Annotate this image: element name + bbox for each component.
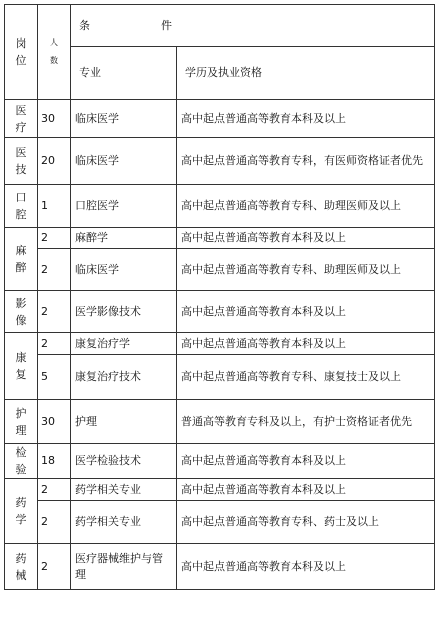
post-label: 康复 (15, 351, 27, 381)
table-row (5, 138, 435, 185)
post-cell (5, 444, 38, 479)
header-count-cell (38, 5, 71, 100)
qualification-cell: 高中起点普通高等教育专科、助理医师及以上 (177, 185, 435, 228)
qualification-cell: 高中起点普通高等教育本科及以上 (177, 544, 435, 590)
count-cell: 2 (38, 249, 71, 291)
count-cell: 2 (38, 228, 71, 249)
major-cell: 口腔医学 (71, 185, 177, 228)
header-conditions-cell (71, 5, 435, 47)
table-row (5, 228, 435, 249)
table-row (5, 333, 435, 355)
table-row (5, 479, 435, 501)
post-label: 药学 (15, 496, 27, 526)
major-cell: 医学检验技术 (71, 444, 177, 479)
post-cell (5, 138, 38, 185)
post-label: 麻醉 (15, 244, 27, 274)
qualification-cell: 高中起点普通高等教育本科及以上 (177, 228, 435, 249)
post-cell (5, 100, 38, 138)
table-row (5, 400, 435, 444)
major-cell: 临床医学 (71, 100, 177, 138)
count-cell: 20 (38, 138, 71, 185)
header-post-cell (5, 5, 38, 100)
count-cell: 5 (38, 355, 71, 400)
post-label: 药械 (15, 551, 27, 582)
table-row (5, 291, 435, 333)
qualification-cell: 高中起点普通高等教育专科、康复技士及以上 (177, 355, 435, 400)
post-cell (5, 291, 38, 333)
count-cell: 30 (38, 400, 71, 444)
table-row (5, 249, 435, 291)
post-label: 医疗 (15, 103, 27, 134)
major-cell: 护理 (71, 400, 177, 444)
qualification-cell: 高中起点普通高等教育专科，有医师资格证者优先 (177, 138, 435, 185)
recruitment-table (4, 4, 435, 590)
qualification-cell: 高中起点普通高等教育本科及以上 (177, 479, 435, 501)
table-body (5, 5, 435, 590)
major-cell: 医疗器械维护与管理 (71, 544, 177, 590)
table-row (5, 355, 435, 400)
count-cell: 2 (38, 479, 71, 501)
post-cell (5, 479, 38, 544)
count-cell: 2 (38, 291, 71, 333)
count-cell: 1 (38, 185, 71, 228)
post-label: 口腔 (15, 191, 27, 221)
post-label: 护理 (15, 406, 27, 437)
header-qualification-cell: 学历及执业资格 (177, 47, 435, 100)
major-cell: 麻醉学 (71, 228, 177, 249)
post-label: 影像 (15, 296, 27, 327)
table-row (5, 100, 435, 138)
count-cell: 2 (38, 333, 71, 355)
qualification-cell: 高中起点普通高等教育专科、助理医师及以上 (177, 249, 435, 291)
header-row-top (5, 5, 435, 47)
qualification-cell: 高中起点普通高等教育本科及以上 (177, 333, 435, 355)
post-cell (5, 228, 38, 291)
post-cell (5, 400, 38, 444)
header-conditions-left: 条 (79, 18, 91, 32)
post-label: 医技 (15, 146, 27, 176)
count-cell: 2 (38, 544, 71, 590)
post-label: 检验 (15, 446, 27, 476)
table-row (5, 444, 435, 479)
major-cell: 康复治疗技术 (71, 355, 177, 400)
count-cell: 2 (38, 501, 71, 544)
major-cell: 临床医学 (71, 249, 177, 291)
qualification-cell: 高中起点普通高等教育本科及以上 (177, 444, 435, 479)
header-count-label: 人数 (50, 38, 58, 65)
major-cell: 康复治疗学 (71, 333, 177, 355)
count-cell: 30 (38, 100, 71, 138)
post-cell (5, 333, 38, 400)
qualification-cell: 高中起点普通高等教育本科及以上 (177, 100, 435, 138)
major-cell: 临床医学 (71, 138, 177, 185)
count-cell: 18 (38, 444, 71, 479)
qualification-cell: 普通高等教育专科及以上，有护士资格证者优先 (177, 400, 435, 444)
table-row (5, 544, 435, 590)
header-post-label: 岗位 (15, 37, 27, 67)
post-cell (5, 185, 38, 228)
qualification-cell: 高中起点普通高等教育本科及以上 (177, 291, 435, 333)
table-row (5, 501, 435, 544)
major-cell: 药学相关专业 (71, 479, 177, 501)
qualification-cell: 高中起点普通高等教育专科、药士及以上 (177, 501, 435, 544)
major-cell: 医学影像技术 (71, 291, 177, 333)
major-cell: 药学相关专业 (71, 501, 177, 544)
post-cell (5, 544, 38, 590)
table-row (5, 185, 435, 228)
header-conditions-right: 件 (161, 18, 173, 32)
header-major-cell: 专业 (71, 47, 177, 100)
